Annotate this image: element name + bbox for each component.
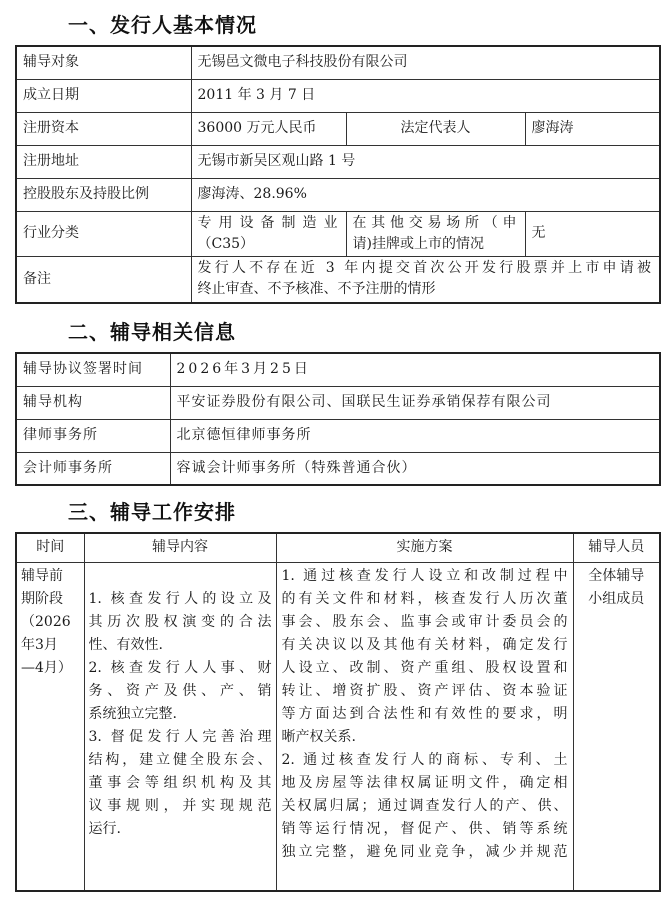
- remarks-line: 终止审查、不予核准、不予注册的情形: [197, 281, 436, 298]
- work-arrangement-table: [15, 532, 661, 892]
- staff-line: 小组成员: [588, 590, 645, 607]
- plan-line: 晰产权关系.: [281, 728, 356, 745]
- table-row: [16, 386, 660, 419]
- plan-line: 人设立、改制、资产重组、股权设置和: [281, 659, 568, 676]
- staff-line: 全体辅导: [588, 567, 645, 584]
- content-line: 1. 核查发行人的设立及: [88, 590, 272, 607]
- content-line: 董事会等组织机构及其: [88, 774, 272, 791]
- row-label: 备注: [16, 256, 191, 303]
- industry-line: 专用设备制造业: [197, 214, 340, 231]
- table-row: [16, 178, 660, 211]
- remarks-line: 发行人不存在近 3 年内提交首次公开发行股票并上市申请被: [197, 260, 653, 277]
- column-header-time: 时间: [16, 533, 84, 562]
- row-label: 辅导机构: [16, 386, 170, 419]
- section-title-work-arrangement: 三、辅导工作安排: [68, 500, 236, 524]
- row-value: 36000 万元人民币: [191, 112, 346, 145]
- column-header-content: 辅导内容: [84, 533, 276, 562]
- row-value: [191, 211, 346, 256]
- plan-cell: [276, 562, 573, 891]
- table-row: [16, 145, 660, 178]
- staff-cell: [573, 562, 660, 891]
- plan-line: 1. 通过核查发行人设立和改制过程中: [281, 567, 568, 584]
- row-label: 行业分类: [16, 211, 191, 256]
- time-line: 期阶段: [21, 590, 63, 607]
- content-cell: [84, 562, 276, 891]
- row-value: 无锡市新吴区观山路 1 号: [191, 145, 660, 178]
- row-label: 会计师事务所: [16, 452, 170, 485]
- time-line: （2026: [21, 613, 71, 630]
- plan-line: 销等运行情况，督促产、供、销等系统: [281, 820, 568, 837]
- row-value: 平安证券股份有限公司、国联民生证券承销保荐有限公司: [170, 386, 660, 419]
- column-header-staff: 辅导人员: [573, 533, 660, 562]
- section-title-basic-info: 一、发行人基本情况: [68, 13, 257, 37]
- plan-line: 的有关文件和材料，核查发行人历次董: [281, 590, 568, 607]
- industry-line: （C35）: [197, 235, 255, 252]
- row-label: 成立日期: [16, 79, 191, 112]
- content-line: 议事规则，并实现规范: [88, 797, 272, 814]
- table-header-row: [16, 533, 660, 562]
- other-exchange-line: 在其他交易场所（申: [352, 214, 519, 231]
- table-row: [16, 256, 660, 303]
- table-row: [16, 79, 660, 112]
- table-row: [16, 112, 660, 145]
- table-row: [16, 452, 660, 485]
- row-value: 廖海涛、28.96%: [191, 178, 660, 211]
- row-label: 注册地址: [16, 145, 191, 178]
- row-value: 无锡邑文微电子科技股份有限公司: [191, 46, 660, 79]
- content-line: 性、有效性.: [88, 636, 163, 653]
- section-title-tutoring-info: 二、辅导相关信息: [68, 320, 236, 344]
- time-line: 年3月: [21, 636, 58, 653]
- content-line: 结构，建立健全股东会、: [88, 751, 272, 768]
- row-label: 控股股东及持股比例: [16, 178, 191, 211]
- row-value: 容诚会计师事务所（特殊普通合伙）: [170, 452, 660, 485]
- row-label: 辅导对象: [16, 46, 191, 79]
- tutoring-info-table: [15, 352, 661, 486]
- row-label: 辅导协议签署时间: [16, 353, 170, 386]
- plan-line: 有关决议以及其他有关材料，确定发行: [281, 636, 568, 653]
- row-label: [346, 211, 525, 256]
- other-exchange-line: 请)挂牌或上市的情况: [352, 235, 484, 252]
- time-line: 辅导前: [21, 567, 63, 584]
- plan-line: 2. 通过核查发行人的商标、专利、土: [281, 751, 568, 768]
- table-row: [16, 353, 660, 386]
- plan-line: 地及房屋等法律权属证明文件，确定相: [281, 774, 568, 791]
- content-line: 系统独立完整.: [88, 705, 177, 722]
- time-line: —4月）: [21, 659, 72, 676]
- plan-line: 事会、股东会、监事会或审计委员会的: [281, 613, 568, 630]
- content-line: 3. 督促发行人完善治理: [88, 728, 272, 745]
- content-line: 务、资产及供、产、销: [88, 682, 272, 699]
- row-label: 律师事务所: [16, 419, 170, 452]
- table-row: [16, 562, 660, 891]
- row-value: 2011 年 3 月 7 日: [191, 79, 660, 112]
- content-line: 2. 核查发行人人事、财: [88, 659, 272, 676]
- table-row: [16, 419, 660, 452]
- row-value: 北京德恒律师事务所: [170, 419, 660, 452]
- plan-line: 转让、增资扩股、资产评估、资本验证: [281, 682, 568, 699]
- row-value: 廖海涛: [525, 112, 660, 145]
- row-label: 法定代表人: [346, 112, 525, 145]
- time-cell: [16, 562, 84, 891]
- row-value: 无: [525, 211, 660, 256]
- content-line: 运行.: [88, 820, 121, 837]
- row-value: 2026年3月25日: [170, 353, 660, 386]
- plan-line: 关权属归属；通过调查发行人的产、供、: [281, 797, 568, 814]
- row-label: 注册资本: [16, 112, 191, 145]
- plan-line: 等方面达到合法性和有效性的要求，明: [281, 705, 568, 722]
- content-line: 其历次股权演变的合法: [88, 613, 272, 630]
- issuer-basic-info-table: [15, 45, 661, 304]
- table-row: [16, 211, 660, 256]
- plan-line: 独立完整，避免同业竞争，减少并规范: [281, 843, 568, 860]
- table-row: [16, 46, 660, 79]
- column-header-plan: 实施方案: [276, 533, 573, 562]
- row-value: [191, 256, 660, 303]
